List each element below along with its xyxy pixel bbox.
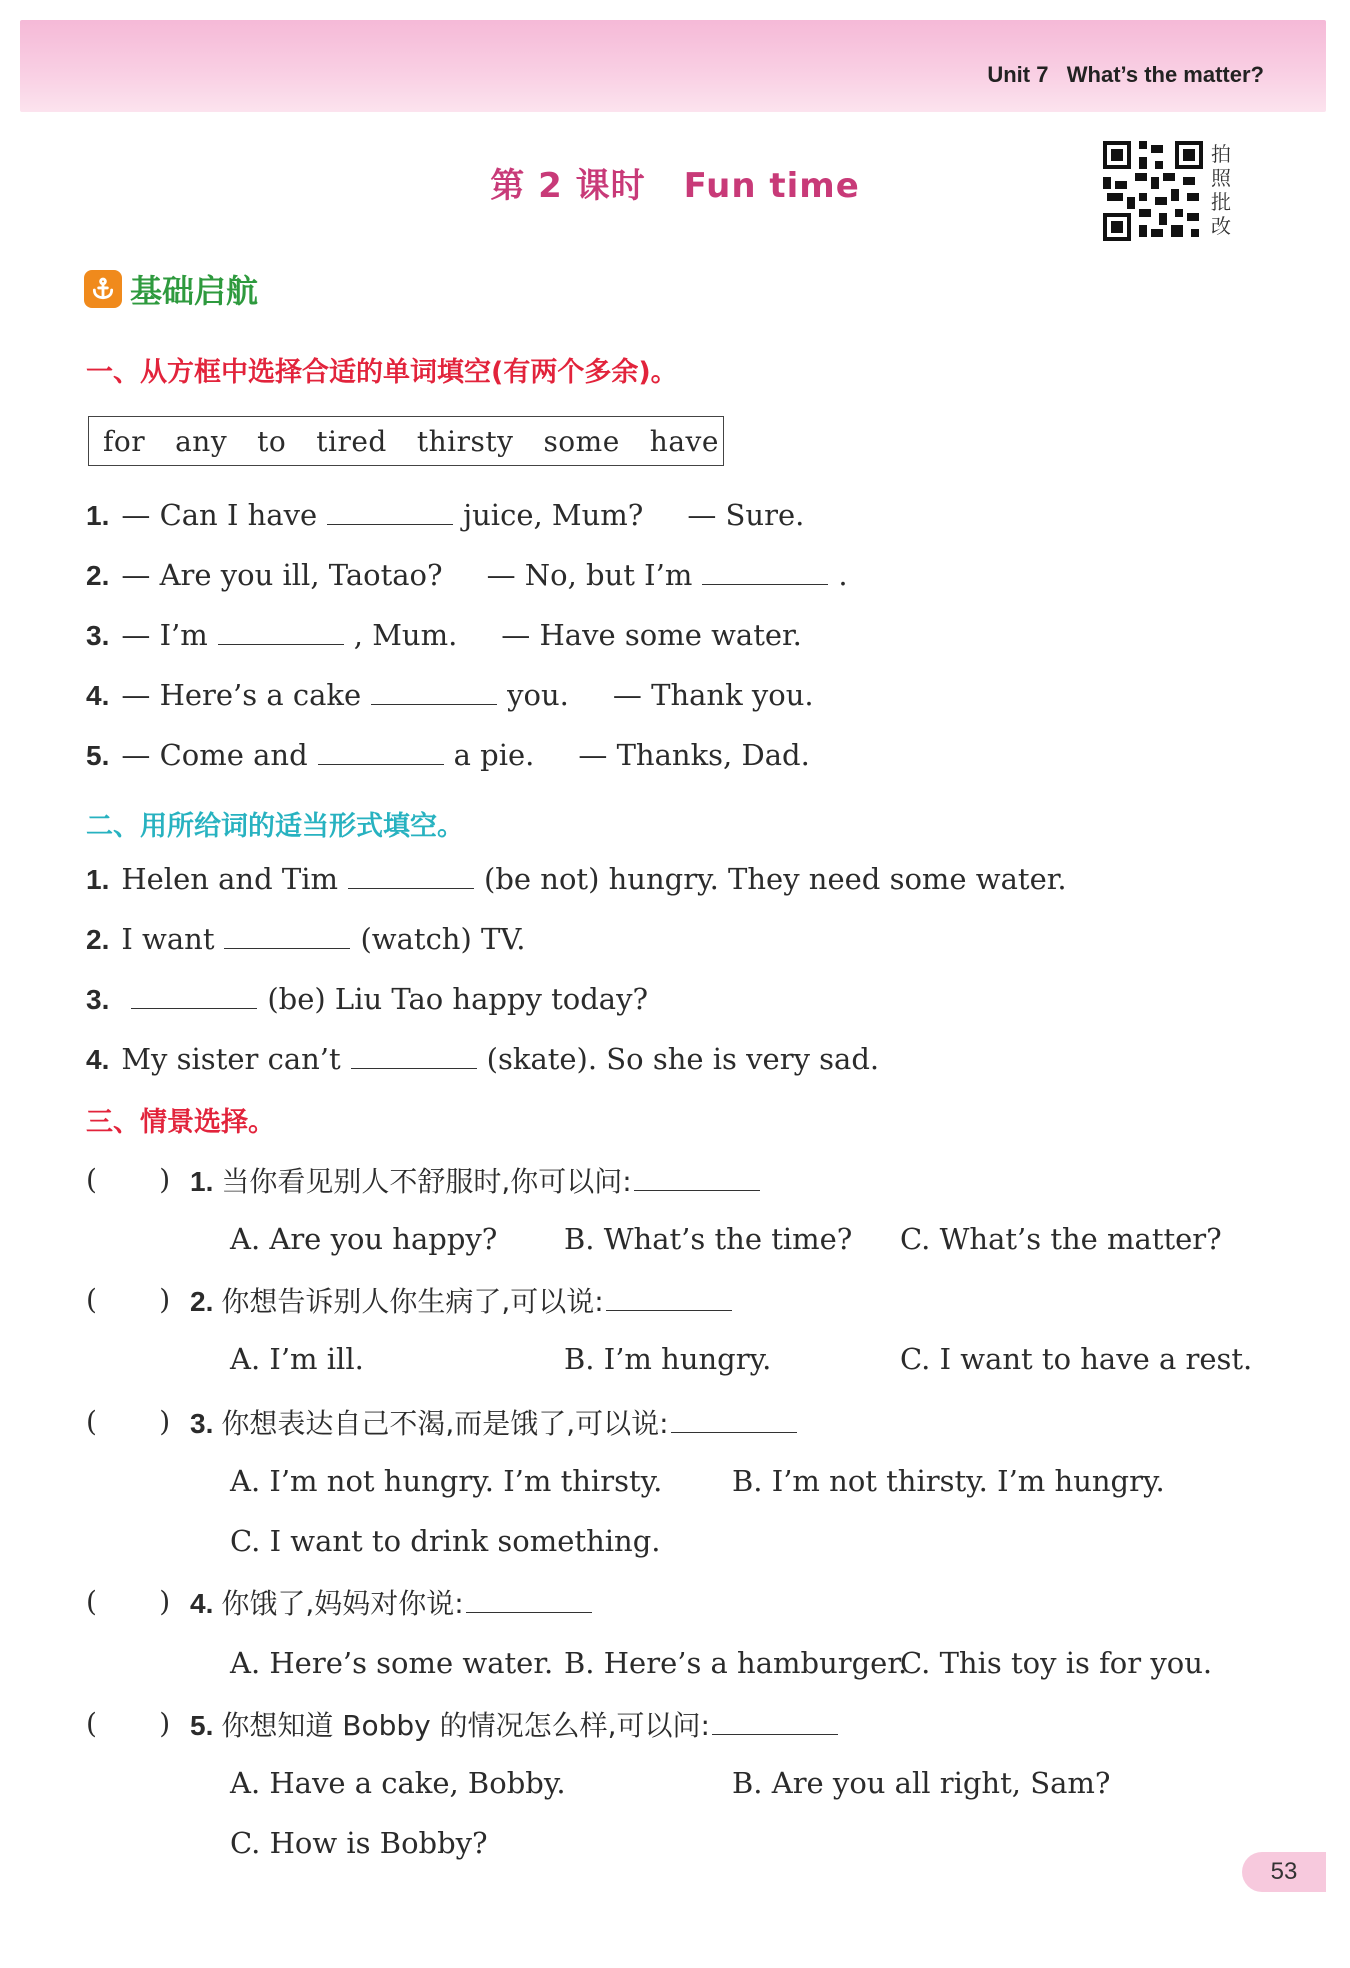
answer-blank[interactable] (218, 622, 344, 645)
word-box (88, 416, 724, 466)
answer-blank[interactable] (318, 742, 444, 765)
part1-heading: 一、从方框中选择合适的单词填空(有两个多余)。 (86, 357, 678, 388)
question: 1. 当你看见别人不舒服时,你可以问: (190, 1160, 770, 1200)
option-a[interactable]: A. Here’s some water. (230, 1646, 554, 1680)
question: 4. 你饿了,妈妈对你说: (190, 1582, 602, 1622)
exercise-item: 3. (be) Liu Tao happy today? (86, 982, 649, 1016)
answer-blank[interactable] (351, 1046, 477, 1069)
option-c[interactable]: C. I want to drink something. (230, 1524, 661, 1558)
option-a[interactable]: A. I’m not hungry. I’m thirsty. (230, 1464, 663, 1498)
page-number: 53 (1242, 1852, 1326, 1892)
answer-blank[interactable] (671, 1410, 797, 1433)
option-c[interactable]: C. What’s the matter? (900, 1222, 1222, 1256)
option-b[interactable]: B. I’m not thirsty. I’m hungry. (732, 1464, 1165, 1498)
answer-paren[interactable]: ( ) (86, 1283, 171, 1316)
answer-blank[interactable] (327, 502, 453, 525)
exercise-item: 5. — Come and a pie. — Thanks, Dad. (86, 738, 810, 772)
answer-blank[interactable] (702, 562, 828, 585)
option-a[interactable]: A. Have a cake, Bobby. (230, 1766, 566, 1800)
option-b[interactable]: B. I’m hungry. (564, 1342, 772, 1376)
exercise-item: 2. — Are you ill, Taotao? — No, but I’m . (86, 558, 848, 592)
word-item: any (175, 424, 228, 458)
question: 5. 你想知道 Bobby 的情况怎么样,可以问: (190, 1704, 848, 1744)
answer-blank[interactable] (466, 1590, 592, 1613)
question: 3. 你想表达自己不渴,而是饿了,可以说: (190, 1402, 807, 1442)
exercise-item: 4. My sister can’t (skate). So she is very sad. (86, 1042, 880, 1076)
word-item: have (649, 424, 719, 458)
part2-heading: 二、用所给词的适当形式填空。 (86, 811, 464, 842)
answer-blank[interactable] (606, 1288, 732, 1311)
answer-blank[interactable] (634, 1168, 760, 1191)
exercise-item: 2. I want (watch) TV. (86, 922, 526, 956)
word-item: thirsty (416, 424, 514, 458)
unit-header: Unit 7 What’s the matter? (987, 62, 1264, 87)
option-a[interactable]: A. Are you happy? (230, 1222, 498, 1256)
option-b[interactable]: B. Here’s a hamburger. (564, 1646, 908, 1680)
answer-blank[interactable] (348, 866, 474, 889)
option-c[interactable]: C. I want to have a rest. (900, 1342, 1253, 1376)
option-c[interactable]: C. How is Bobby? (230, 1826, 488, 1860)
exercise-item: 1. Helen and Tim (be not) hungry. They need some water. (86, 862, 1067, 896)
question: 2. 你想告诉别人你生病了,可以说: (190, 1280, 742, 1320)
word-item: for (103, 424, 146, 458)
option-c[interactable]: C. This toy is for you. (900, 1646, 1213, 1680)
anchor-icon (84, 270, 122, 308)
lesson-title: 第 2 课时 Fun time (490, 166, 860, 206)
answer-paren[interactable]: ( ) (86, 1405, 171, 1438)
qr-code-icon[interactable] (1103, 141, 1203, 241)
word-item: tired (316, 424, 387, 458)
exercise-item: 4. — Here’s a cake you. — Thank you. (86, 678, 814, 712)
answer-paren[interactable]: ( ) (86, 1707, 171, 1740)
answer-blank[interactable] (131, 986, 257, 1009)
option-a[interactable]: A. I’m ill. (230, 1342, 364, 1376)
answer-blank[interactable] (371, 682, 497, 705)
qr-label: 拍 照 批 改 (1211, 142, 1231, 238)
answer-paren[interactable]: ( ) (86, 1163, 171, 1196)
exercise-item: 1. — Can I have juice, Mum? — Sure. (86, 498, 805, 532)
option-b[interactable]: B. Are you all right, Sam? (732, 1766, 1111, 1800)
word-item: some (543, 424, 620, 458)
part3-heading: 三、情景选择。 (86, 1107, 275, 1138)
answer-blank[interactable] (224, 926, 350, 949)
answer-paren[interactable]: ( ) (86, 1585, 171, 1618)
exercise-item: 3. — I’m , Mum. — Have some water. (86, 618, 802, 652)
section-title: 基础启航 (84, 266, 258, 312)
answer-blank[interactable] (712, 1712, 838, 1735)
word-item: to (257, 424, 287, 458)
option-b[interactable]: B. What’s the time? (564, 1222, 853, 1256)
